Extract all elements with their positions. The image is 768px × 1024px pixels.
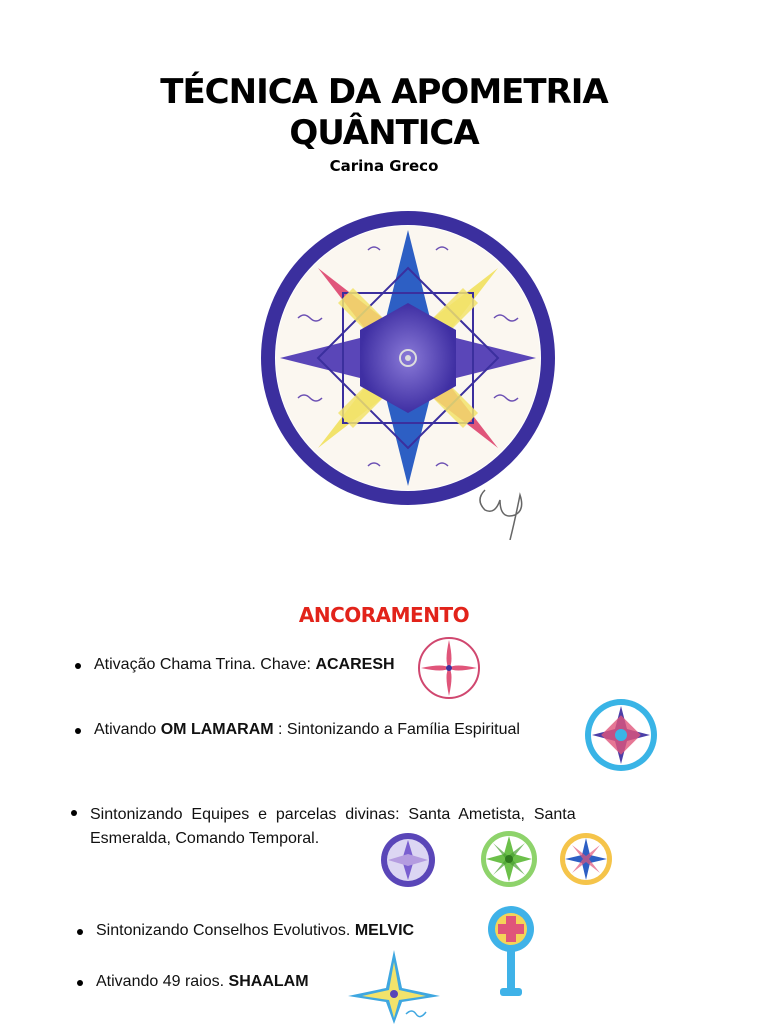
santa-esmeralda-symbol-icon [478, 828, 540, 890]
item-4-text: Sintonizando Conselhos Evolutivos. [96, 922, 355, 939]
item-1-text: Ativação Chama Trina. Chave: [94, 656, 316, 673]
item-2-suffix: : Sintonizando a Família Espiritual [273, 721, 520, 738]
acaresh-symbol-icon [416, 635, 482, 701]
list-item-2 [94, 721, 520, 739]
bullet-1 [75, 663, 81, 669]
bullet-4 [77, 929, 83, 935]
document-title-line2: QUÂNTICA [289, 113, 479, 153]
bullet-2 [75, 728, 81, 734]
list-item-5 [96, 973, 309, 991]
item-1-key: ACARESH [315, 656, 395, 673]
signature-image [470, 460, 540, 540]
comando-temporal-symbol-icon [556, 828, 616, 890]
item-5-key: SHAALAM [228, 973, 309, 990]
item-3-line2: Esmeralda, Comando Temporal. [90, 830, 320, 847]
item-2-key: OM LAMARAM [160, 721, 274, 738]
author-name: Carina Greco [329, 157, 439, 175]
item-5-text: Ativando 49 raios. [96, 973, 229, 990]
item-2-prefix: Ativando [94, 721, 161, 738]
bullet-3 [71, 810, 77, 816]
list-item-4 [96, 922, 414, 940]
bullet-5 [77, 980, 83, 986]
list-item-1 [94, 656, 395, 674]
shaalam-symbol-icon [346, 948, 442, 1024]
santa-ametista-symbol-icon [378, 830, 438, 890]
item-3-line1: Sintonizando Equipes e parcelas divinas: Santa Ametista, Santa [90, 806, 576, 823]
section-heading: ANCORAMENTO [298, 603, 470, 627]
melvic-symbol-icon [480, 904, 542, 998]
document-title-line1: TÉCNICA DA APOMETRIA [160, 72, 608, 112]
item-4-key: MELVIC [354, 922, 415, 939]
om-lamaram-symbol-icon [582, 696, 660, 774]
